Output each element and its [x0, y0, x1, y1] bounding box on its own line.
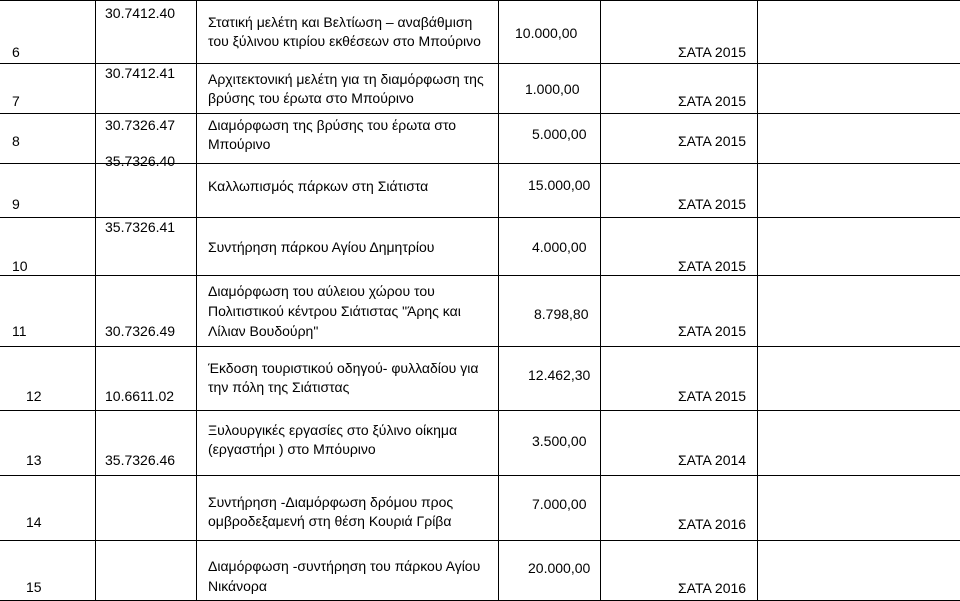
description-line: ομβροδεξαμενή στη θέση Κουριά Γρίβα	[208, 513, 452, 529]
description-line: Διαμόρφωση του αύλειου χώρου του	[208, 283, 435, 299]
description-line: Ξυλουργικές εργασίες στο ξύλινο οίκημα	[208, 422, 458, 438]
amount: 5.000,00	[532, 126, 587, 142]
description-line: Συντήρηση -Διαμόρφωση δρόμου προς	[208, 494, 454, 510]
row-number: 8	[12, 133, 20, 149]
amount: 4.000,00	[532, 239, 587, 255]
funding-source: ΣΑΤΑ 2015	[678, 196, 747, 212]
budget-code: 35.7326.41	[105, 219, 176, 235]
funding-source: ΣΑΤΑ 2015	[678, 133, 747, 149]
row-number: 9	[12, 196, 20, 212]
budget-code: 30.7326.49	[105, 323, 176, 339]
row-divider	[0, 113, 960, 114]
description-line: Διαμόρφωση της βρύσης του έρωτα στο	[208, 117, 457, 133]
budget-code: 35.7326.46	[105, 452, 176, 468]
row-number: 13	[26, 452, 42, 468]
row-number: 11	[12, 323, 27, 339]
amount: 10.000,00	[515, 25, 578, 41]
budget-code: 10.6611.02	[105, 388, 175, 404]
row-number: 15	[26, 579, 42, 595]
row-number: 14	[26, 514, 42, 530]
funding-source: ΣΑΤΑ 2015	[678, 44, 747, 60]
funding-source: ΣΑΤΑ 2016	[678, 516, 747, 532]
row-number: 6	[12, 44, 20, 60]
amount: 20.000,00	[528, 560, 591, 576]
column-divider	[196, 0, 197, 601]
row-divider	[0, 0, 960, 1]
description-line: Καλλωπισμός πάρκων στη Σιάτιστα	[208, 178, 429, 194]
row-number: 10	[12, 258, 28, 274]
description-line: Στατική μελέτη και Βελτίωση – αναβάθμιση	[208, 14, 473, 30]
row-number: 7	[12, 93, 20, 109]
amount: 3.500,00	[532, 433, 587, 449]
description-line: (εργαστήρι ) στο Μπόυρινο	[208, 441, 376, 457]
budget-code: 30.7412.40	[105, 5, 176, 21]
description-line: Νικάνορα	[208, 578, 267, 594]
description-line: Λίλιαν Βουδούρη"	[208, 323, 319, 339]
amount: 8.798,80	[534, 306, 589, 322]
row-divider	[0, 475, 960, 476]
budget-code: 30.7326.47	[105, 117, 176, 133]
amount: 15.000,00	[528, 177, 591, 193]
column-divider	[600, 0, 601, 601]
budget-code: 35.7326.40	[105, 153, 176, 169]
description-line: του ξύλινου κτιρίου εκθέσεων στο Μπούρινο	[208, 33, 481, 49]
column-divider	[757, 0, 758, 601]
description-line: Διαμόρφωση -συντήρηση του πάρκου Αγίου	[208, 558, 481, 574]
row-divider	[0, 346, 960, 347]
description-line: Αρχιτεκτονική μελέτη για τη διαμόρφωση της	[208, 71, 484, 87]
row-number: 12	[26, 388, 42, 404]
budget-code: 30.7412.41	[105, 65, 176, 81]
description-line: Πολιτιστικού κέντρου Σιάτιστας "Άρης και	[208, 303, 461, 319]
description-line: την πόλη της Σιάτιστας	[208, 379, 350, 395]
column-divider	[95, 0, 96, 601]
amount: 1.000,00	[525, 81, 580, 97]
row-divider	[0, 275, 960, 276]
funding-source: ΣΑΤΑ 2015	[678, 258, 747, 274]
funding-source: ΣΑΤΑ 2015	[678, 323, 747, 339]
description-line: Μπούρινο	[208, 136, 271, 152]
column-divider	[498, 0, 499, 601]
description-line: Έκδοση τουριστικού οδηγού- φυλλαδίου για	[208, 360, 479, 376]
funding-source: ΣΑΤΑ 2015	[678, 93, 747, 109]
amount: 12.462,30	[528, 367, 591, 383]
funding-source: ΣΑΤΑ 2016	[678, 580, 747, 596]
funding-source: ΣΑΤΑ 2015	[678, 388, 747, 404]
row-divider	[0, 540, 960, 541]
description-line: Συντήρηση πάρκου Αγίου Δημητρίου	[208, 239, 435, 255]
row-divider	[0, 410, 960, 411]
amount: 7.000,00	[532, 496, 587, 512]
description-line: βρύσης του έρωτα στο Μπούρινο	[208, 90, 414, 106]
funding-source: ΣΑΤΑ 2014	[678, 452, 747, 468]
